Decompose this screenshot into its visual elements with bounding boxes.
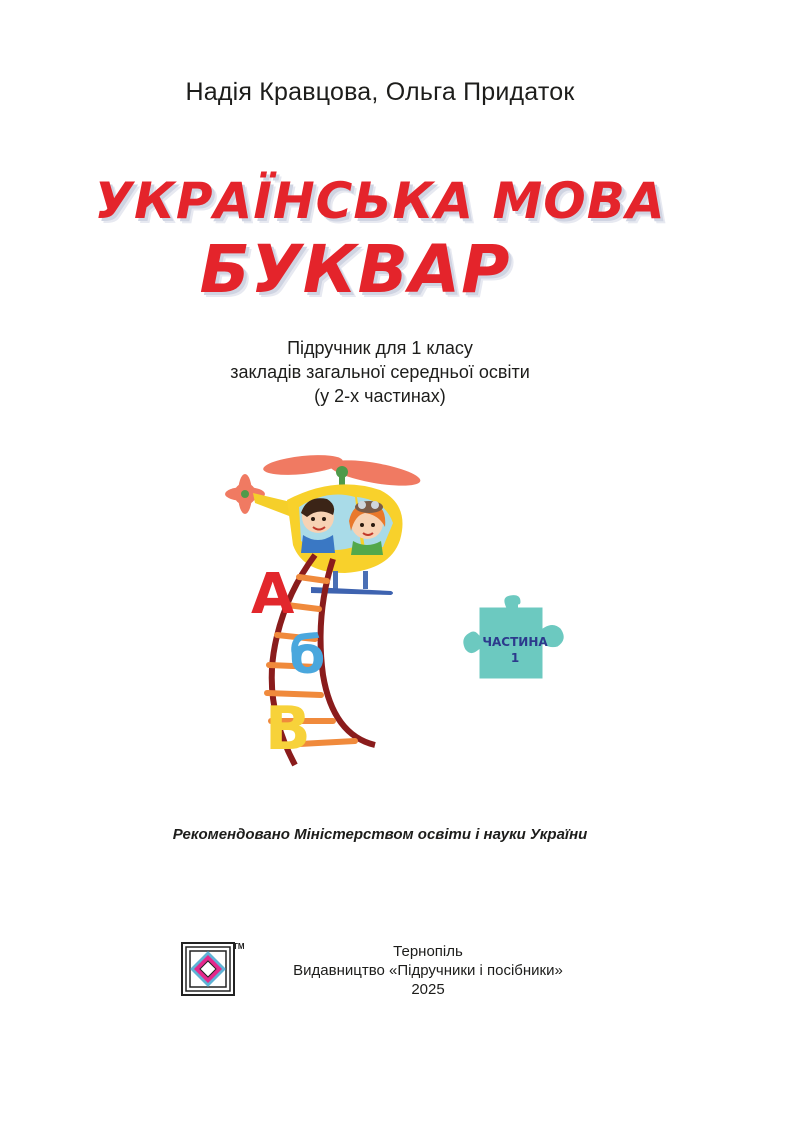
subtitle-line-2: закладів загальної середньої освіти [230,362,530,382]
title-line-1: УКРАЇНСЬКА МОВА [94,172,666,230]
publisher-logo [181,940,245,998]
trademark-mark: TM [233,942,245,951]
helicopter-illustration [215,445,435,785]
part-label-text: ЧАСТИНА [482,635,548,649]
authors: Надія Кравцова, Ольга Придаток [185,78,575,106]
subtitle [0,336,760,408]
ministry-recommendation: Рекомендовано Міністерством освіти і науки України [172,826,588,843]
subtitle-line-3: (у 2-х частинах) [314,386,446,406]
publisher-city: Тернопіль [393,943,463,960]
letter-v-character: В [265,694,311,764]
letter-b-character: б [289,626,326,686]
publisher-name: Видавництво «Підручники і посібники» [293,962,563,979]
publisher-info [268,942,588,999]
subtitle-line-1: Підручник для 1 класу [287,338,473,358]
book-title [0,170,760,308]
letter-a-character: А [251,562,295,627]
part-label [470,634,560,666]
publication-year: 2025 [411,981,445,998]
part-number: 1 [510,651,520,665]
title-line-2: БУКВАР [199,231,511,308]
